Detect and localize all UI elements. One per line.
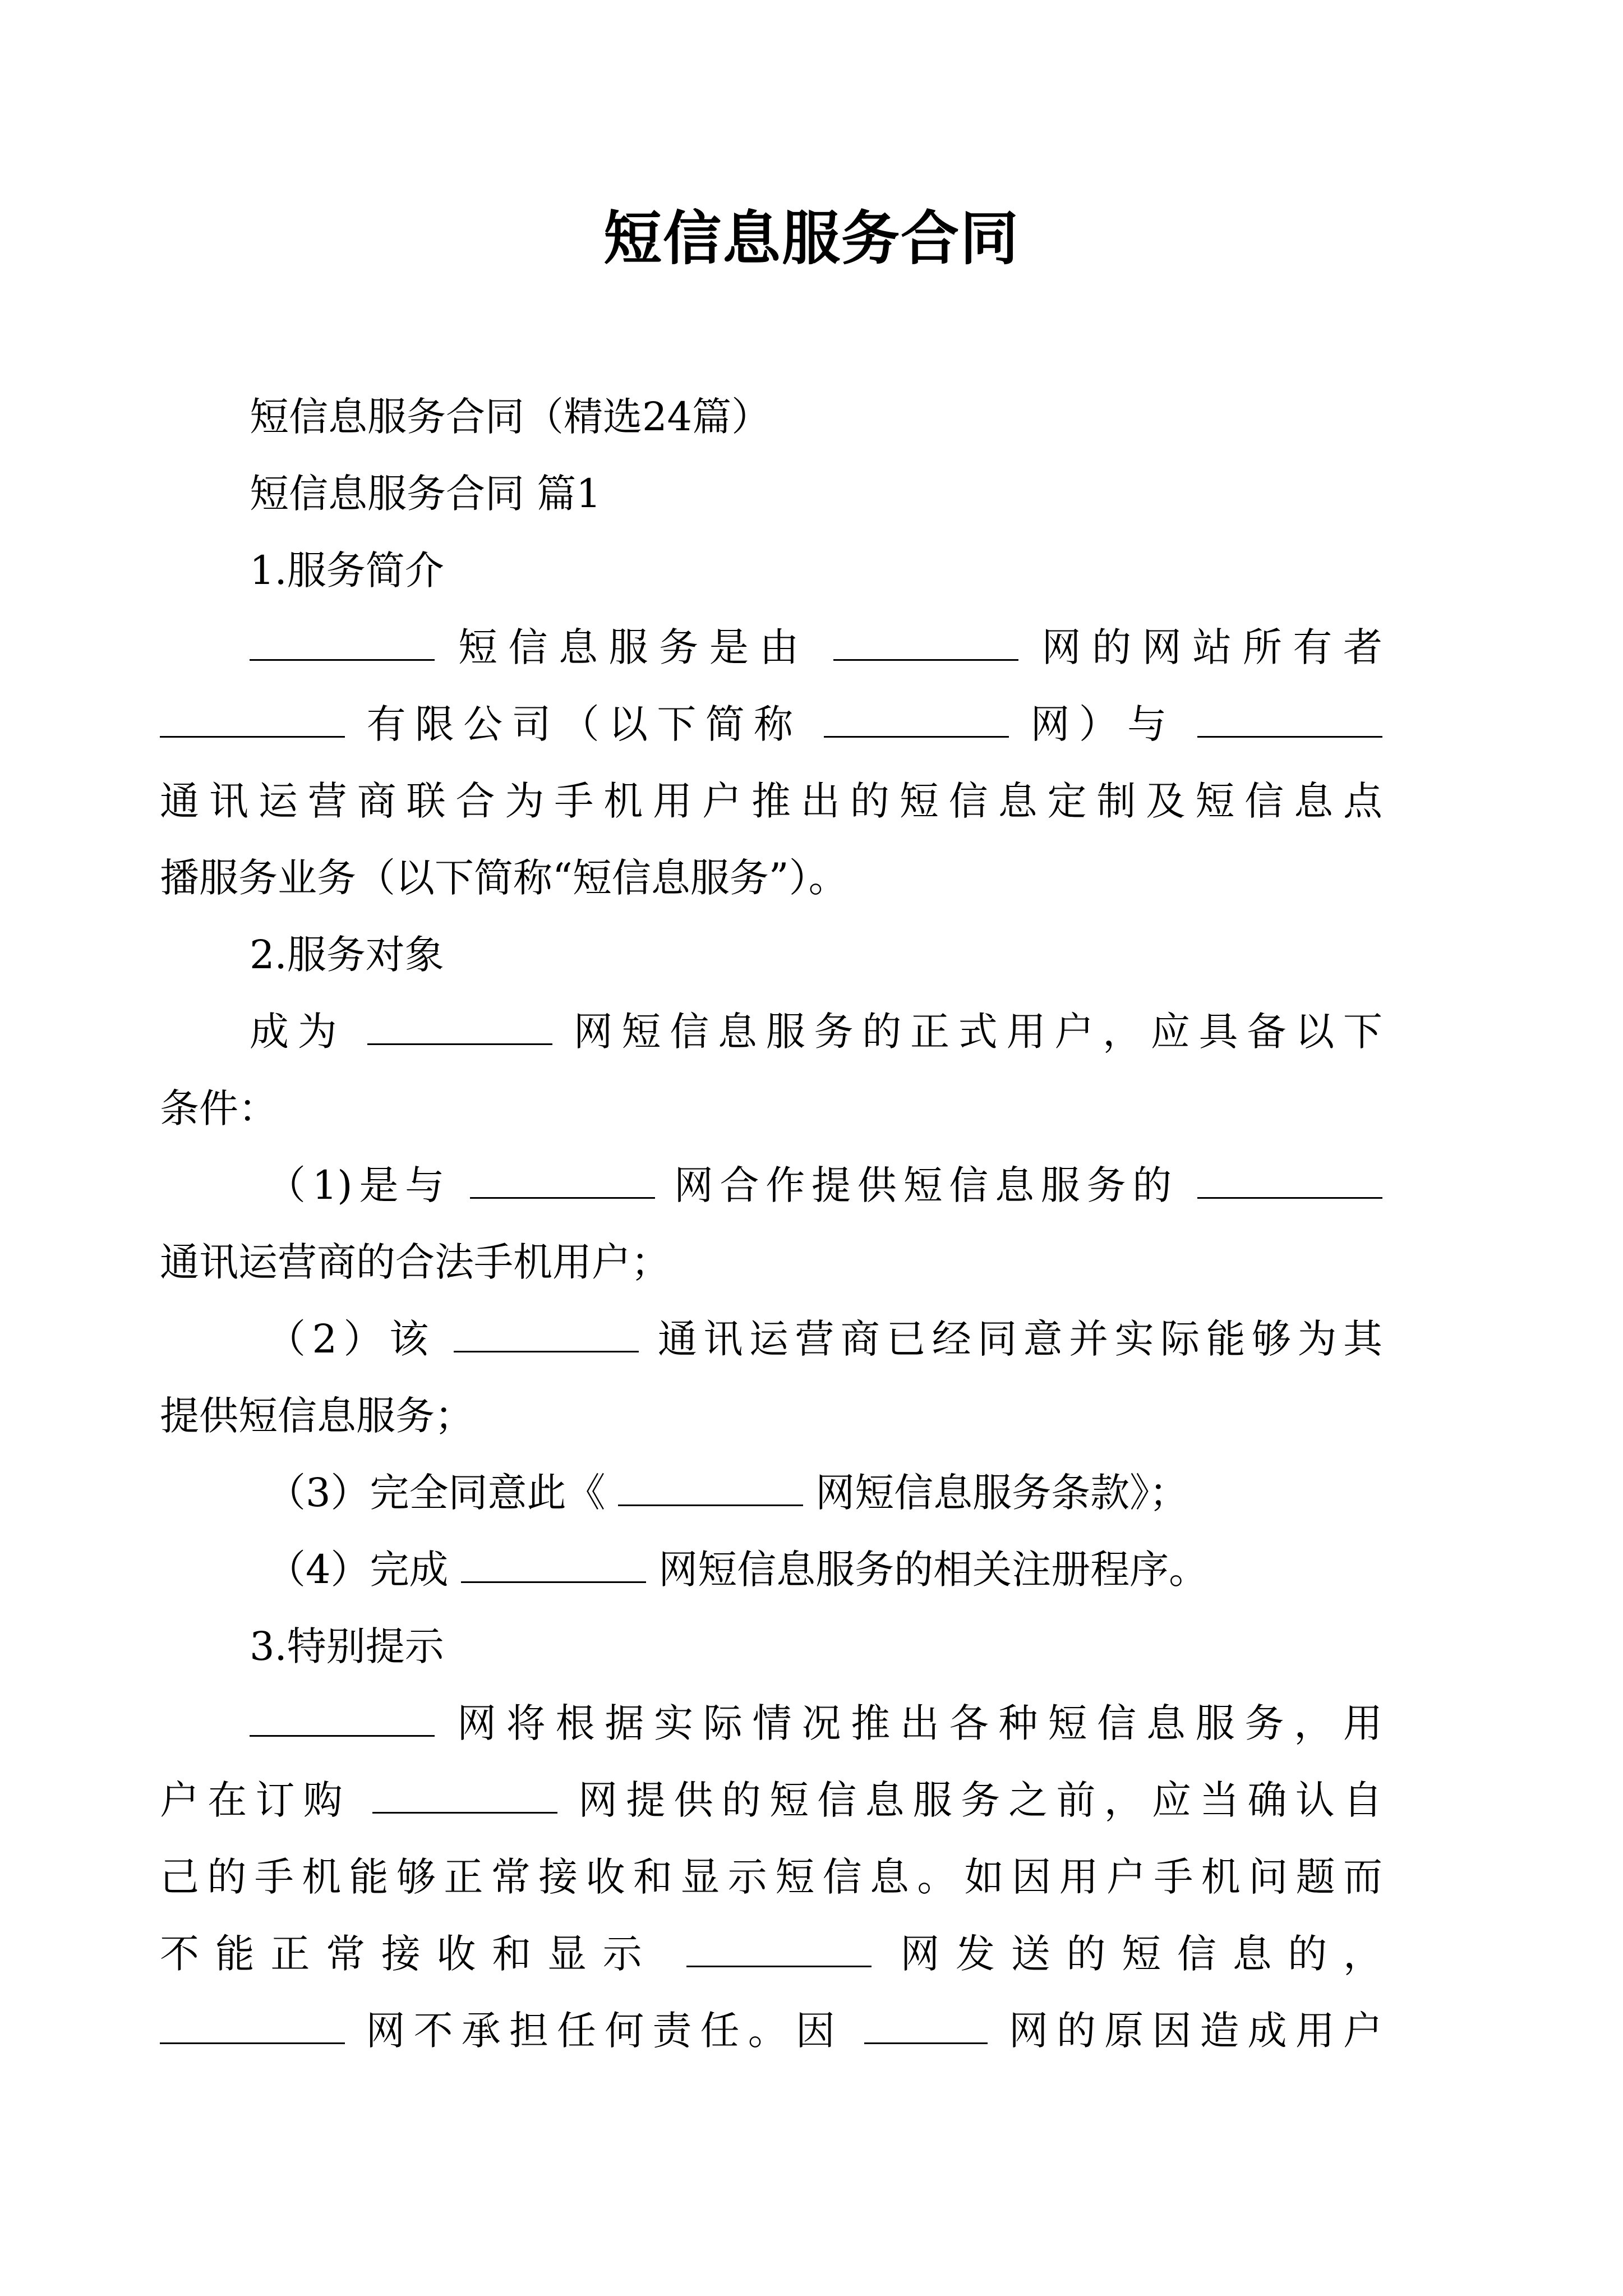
text-segment: 不能正常接收和显示 xyxy=(160,1931,658,1977)
fill-in-blank xyxy=(470,1160,655,1199)
paragraph-line xyxy=(160,1916,1382,1993)
text-segment: 网合作提供短信息服务的 xyxy=(674,1162,1178,1208)
fill-in-blank xyxy=(864,2005,988,2045)
fill-in-blank xyxy=(833,622,1018,661)
text-segment: 3.特别提示 xyxy=(250,1623,444,1669)
text-segment: 网提供的短信息服务之前，应当确认自 xyxy=(578,1777,1382,1823)
fill-in-blank xyxy=(160,699,345,738)
text-segment: 有限公司（以下简称 xyxy=(366,701,803,747)
paragraph-line xyxy=(160,763,1382,840)
paragraph-line xyxy=(250,1531,1382,1608)
section-heading xyxy=(250,1608,1382,1685)
section-heading xyxy=(250,455,1382,532)
document-title: 短信息服务合同 xyxy=(603,204,1020,273)
paragraph-line xyxy=(250,609,1382,686)
subtitle-line xyxy=(250,379,1382,455)
text-segment: 通讯运营商的合法手机用户； xyxy=(160,1239,670,1285)
text-segment: 通讯运营商联合为手机用户推出的短信息定制及短信息点 xyxy=(160,778,1382,824)
text-segment: （2）该 xyxy=(266,1316,435,1362)
paragraph-line xyxy=(160,1070,1382,1147)
text-segment: 短信息服务合同（精选24篇） xyxy=(250,394,771,440)
text-segment: 网不承担任何责任。因 xyxy=(366,2008,844,2054)
paragraph-line xyxy=(250,1301,1382,1378)
text-segment: （4）完成 xyxy=(266,1547,449,1593)
fill-in-blank xyxy=(372,1775,557,1814)
text-segment: 户在订购 xyxy=(160,1777,351,1823)
text-segment: 网发送的短信息的， xyxy=(900,1931,1382,1977)
text-segment: 网短信息服务的相关注册程序。 xyxy=(658,1547,1209,1593)
text-segment: 网的网站所有者 xyxy=(1041,624,1382,670)
text-segment: 短信息服务合同 篇1 xyxy=(250,471,601,517)
fill-in-blank xyxy=(1197,1160,1382,1199)
paragraph-line xyxy=(160,1993,1382,2069)
paragraph-line xyxy=(160,1378,1382,1455)
fill-in-blank xyxy=(461,1544,646,1584)
fill-in-blank xyxy=(618,1467,803,1507)
fill-in-blank xyxy=(686,1929,872,1968)
paragraph-line xyxy=(160,1839,1382,1916)
text-segment: 网短信息服务条款》； xyxy=(815,1470,1189,1516)
paragraph-line xyxy=(250,1685,1382,1762)
paragraph-line xyxy=(160,1762,1382,1839)
fill-in-blank xyxy=(1197,699,1382,738)
fill-in-blank xyxy=(250,1698,435,1737)
fill-in-blank xyxy=(367,1006,552,1046)
text-segment: 成为 xyxy=(250,1009,346,1055)
fill-in-blank xyxy=(160,2005,345,2045)
paragraph-line xyxy=(250,1147,1382,1224)
text-segment: 1.服务简介 xyxy=(250,547,444,593)
document-body xyxy=(160,379,1382,2069)
fill-in-blank xyxy=(824,699,1009,738)
section-heading xyxy=(250,532,1382,609)
text-segment: 己的手机能够正常接收和显示短信息。如因用户手机问题而 xyxy=(160,1854,1382,1900)
text-segment: 短信息服务是由 xyxy=(458,624,810,670)
paragraph-line xyxy=(160,686,1382,763)
text-segment: 网）与 xyxy=(1030,701,1176,747)
section-heading xyxy=(250,917,1382,993)
text-segment: 网短信息服务的正式用户，应具备以下 xyxy=(573,1009,1382,1055)
text-segment: 通讯运营商已经同意并实际能够为其 xyxy=(657,1316,1382,1362)
text-segment: 提供短信息服务； xyxy=(160,1393,474,1439)
text-segment: （3）完全同意此《 xyxy=(266,1470,606,1516)
paragraph-line xyxy=(250,1455,1382,1531)
text-segment: 播服务业务（以下简称“短信息服务”）。 xyxy=(160,855,848,901)
paragraph-line xyxy=(250,993,1382,1070)
paragraph-line xyxy=(160,1224,1382,1301)
text-segment: 网的原因造成用户 xyxy=(1008,2008,1382,2054)
text-segment: （1)是与 xyxy=(266,1162,451,1208)
paragraph-line xyxy=(160,840,1382,917)
text-segment: 条件： xyxy=(160,1085,278,1131)
fill-in-blank xyxy=(454,1314,639,1353)
text-segment: 2.服务对象 xyxy=(250,932,444,978)
fill-in-blank xyxy=(250,622,435,661)
text-segment: 网将根据实际情况推出各种短信息服务，用 xyxy=(457,1700,1382,1746)
